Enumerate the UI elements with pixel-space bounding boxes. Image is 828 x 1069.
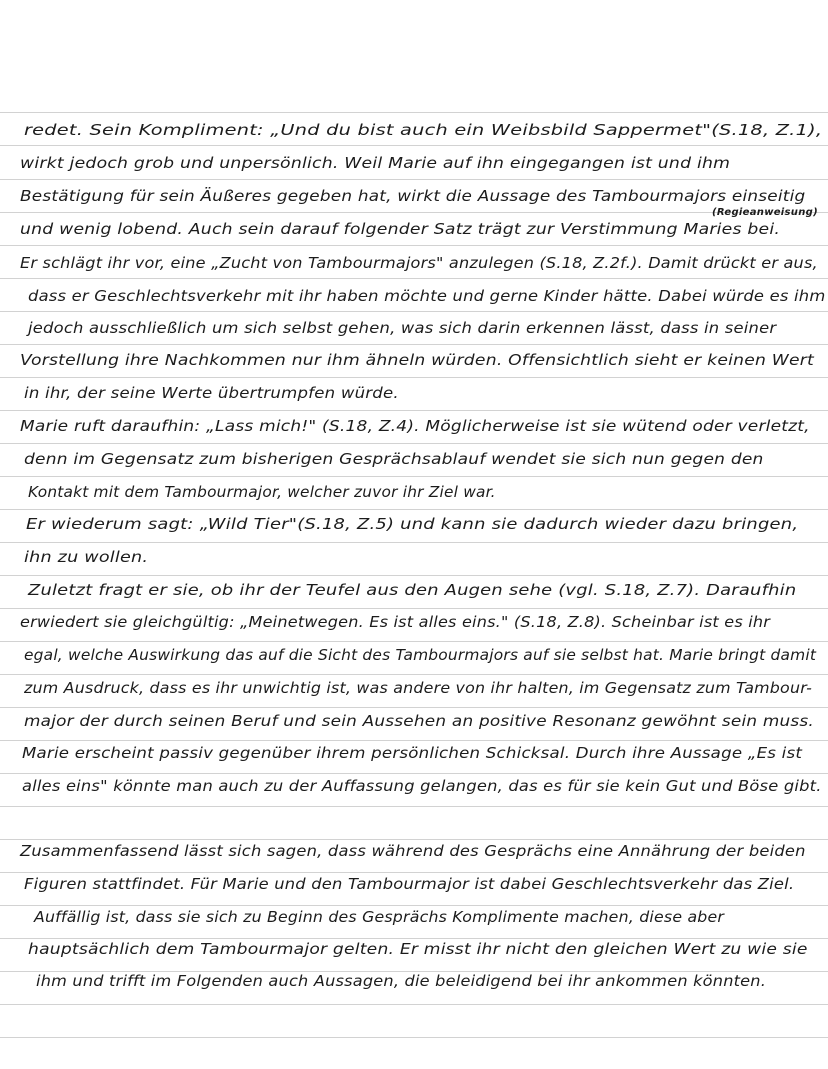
text-line: Er schlägt ihr vor, eine „Zucht von Tambourmajors" anzulegen (S.18, Z.2f.). Damit drückt er aus, — [20, 254, 818, 272]
text-line: hauptsächlich dem Tambourmajor gelten. Er misst ihr nicht den gleichen Wert zu wie sie — [28, 940, 808, 958]
text-line: Zuletzt fragt er sie, ob ihr der Teufel aus den Augen sehe (vgl. S.18, Z.7). Daraufhin — [28, 581, 797, 599]
ruled-line — [0, 179, 828, 180]
text-line: jedoch ausschließlich um sich selbst gehen, was sich darin erkennen lässt, dass in seiner — [28, 319, 777, 337]
ruled-line — [0, 443, 828, 444]
ruled-line — [0, 542, 828, 543]
ruled-line — [0, 608, 828, 609]
stage-direction-note: (Regieanweisung) — [712, 207, 818, 218]
text-line: wirkt jedoch grob und unpersönlich. Weil Marie auf ihn eingegangen ist und ihm — [20, 154, 731, 172]
text-line: major der durch seinen Beruf und sein Aussehen an positive Resonanz gewöhnt sein muss. — [24, 712, 814, 730]
ruled-line — [0, 1004, 828, 1005]
text-line: Auffällig ist, dass sie sich zu Beginn des Gesprächs Komplimente machen, diese aber — [34, 908, 725, 926]
ruled-line — [0, 245, 828, 246]
ruled-line — [0, 112, 828, 113]
text-line: Marie erscheint passiv gegenüber ihrem persönlichen Schicksal. Durch ihre Aussage „Es ist — [22, 744, 803, 762]
ruled-line — [0, 773, 828, 774]
ruled-line — [0, 839, 828, 840]
ruled-line — [0, 872, 828, 873]
text-line: Vorstellung ihre Nachkommen nur ihm ähneln würden. Offensichtlich sieht er keinen Wert — [20, 351, 815, 369]
ruled-line — [0, 278, 828, 279]
ruled-line — [0, 476, 828, 477]
ruled-line — [0, 641, 828, 642]
ruled-line — [0, 1037, 828, 1038]
ruled-line — [0, 707, 828, 708]
text-line: erwiedert sie gleichgültig: „Meinetwegen. Es ist alles eins." (S.18, Z.8). Scheinbar ist es ihr — [20, 613, 771, 631]
text-line: ihm und trifft im Folgenden auch Aussagen, die beleidigend bei ihr ankommen könnten. — [36, 972, 767, 990]
text-line: Er wiederum sagt: „Wild Tier"(S.18, Z.5) und kann sie dadurch wieder dazu bringen, — [26, 515, 799, 533]
text-line: Zusammenfassend lässt sich sagen, dass während des Gesprächs eine Annährung der beiden — [20, 842, 806, 860]
ruled-line — [0, 509, 828, 510]
text-line: Kontakt mit dem Tambourmajor, welcher zuvor ihr Ziel war. — [28, 483, 496, 501]
ruled-line — [0, 905, 828, 906]
text-line: Figuren stattfindet. Für Marie und den Tambourmajor ist dabei Geschlechtsverkehr das Ziel. — [24, 875, 795, 893]
ruled-line — [0, 575, 828, 576]
ruled-line — [0, 806, 828, 807]
text-line: zum Ausdruck, dass es ihr unwichtig ist, was andere von ihr halten, im Gegensatz zum Tambour- — [24, 679, 812, 697]
text-line: dass er Geschlechtsverkehr mit ihr haben möchte und gerne Kinder hätte. Dabei würde es ihm — [28, 287, 826, 305]
ruled-line — [0, 344, 828, 345]
text-line: und wenig lobend. Auch sein darauf folgender Satz trägt zur Verstimmung Maries bei. — [20, 220, 781, 238]
ruled-line — [0, 212, 828, 213]
ruled-line — [0, 674, 828, 675]
text-line: denn im Gegensatz zum bisherigen Gesprächsablauf wendet sie sich nun gegen den — [24, 450, 764, 468]
text-line: redet. Sein Kompliment: „Und du bist auch ein Weibsbild Sappermet"(S.18, Z.1), — [24, 121, 823, 139]
ruled-line — [0, 145, 828, 146]
ruled-line — [0, 410, 828, 411]
text-line: alles eins" könnte man auch zu der Auffassung gelangen, das es für sie kein Gut und Böse gibt. — [22, 777, 822, 795]
ruled-line — [0, 311, 828, 312]
text-line: in ihr, der seine Werte übertrumpfen würde. — [24, 384, 399, 402]
text-line: Marie ruft daraufhin: „Lass mich!" (S.18, Z.4). Möglicherweise ist sie wütend oder verletzt, — [20, 417, 810, 435]
text-line: ihn zu wollen. — [24, 548, 149, 566]
ruled-line — [0, 740, 828, 741]
text-line: Bestätigung für sein Äußeres gegeben hat, wirkt die Aussage des Tambourmajors einseitig — [20, 187, 806, 205]
ruled-line — [0, 377, 828, 378]
text-line: egal, welche Auswirkung das auf die Sicht des Tambourmajors auf sie selbst hat. Marie bringt damit — [24, 646, 817, 664]
